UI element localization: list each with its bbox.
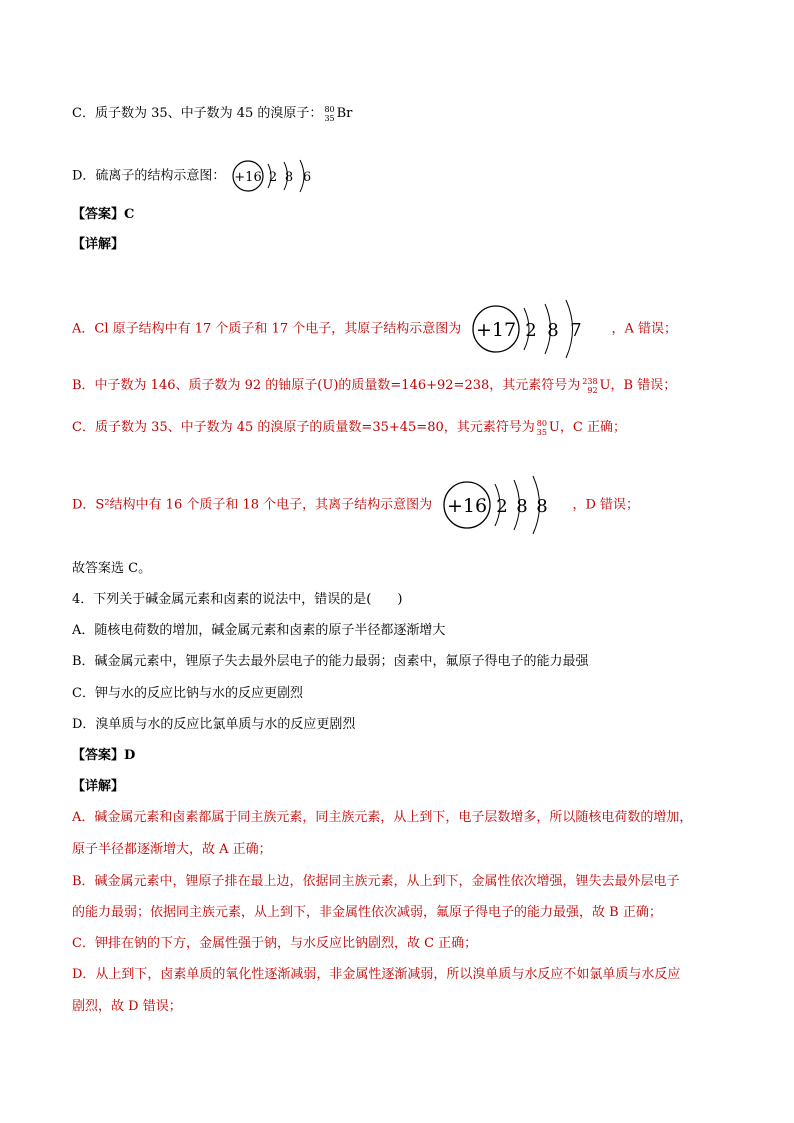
explanation-text: A．Cl 原子结构中有 17 个质子和 17 个电子，其原子结构示意图为 [72,321,462,337]
nucleus-charge: +16 [447,495,488,517]
shell-electrons: 2 [525,320,538,341]
q4-explanation-line [72,872,680,892]
sulfide-ion-diagram [230,156,320,196]
q4-explanation-line [72,903,662,923]
q4-explanation-line [72,840,272,860]
q3-explanation-b [72,376,676,396]
q4-explanation-line [72,965,680,985]
nuclide-numbers [537,419,547,437]
q3-explanation-a [72,294,677,364]
element-symbol: U [599,378,611,393]
q4-explanation-line [72,808,692,828]
shell-electrons: 8 [516,496,529,517]
q3-option-c [72,104,352,124]
explanation-text: 的能力最弱；依据同主族元素，从上到下，非金属性依次减弱，氟原子得电子的能力最强，故 B 正确； [72,905,662,920]
q3-conclusion [72,559,151,579]
q4-option-c [72,684,303,704]
q4-answer [72,746,135,766]
explanation-text: B．碱金属元素中，锂原子排在最上边，依据同主族元素，从上到下，金属性依次增强，锂失去最外层电子 [72,874,680,889]
explanation-text: ，C 正确； [559,420,626,435]
mass-number: 238 [582,376,598,386]
answer-text: 【答案】C [72,207,135,222]
option-text: C．质子数为 35、中子数为 45 的溴原子： [72,106,323,121]
shell-electrons: 7 [570,320,583,341]
option-text: C．钾与水的反应比钠与水的反应更剧烈 [72,686,303,701]
q4-option-d [72,715,355,735]
option-text: A．随核电荷数的增加，碱金属元素和卤素的原子半径都逐渐增大 [72,623,446,638]
explanation-text: ，D 错误； [572,497,639,513]
atomic-number: 35 [324,113,335,123]
q3-explanation-c [72,418,626,438]
option-text: B．碱金属元素中，锂原子失去最外层电子的能力最弱；卤素中，氟原子得电子的能力最强 [72,654,589,669]
element-symbol: Br [336,106,353,121]
shell-electrons: 8 [547,320,560,341]
explanation-text: ，B 错误； [610,378,677,393]
shell-electrons: 2 [496,496,509,517]
sulfide-ion-diagram [442,470,562,540]
option-text: D．硫离子的结构示意图： [72,168,226,184]
detail-heading: 【详解】 [72,237,125,252]
explanation-text: C．质子数为 35、中子数为 45 的溴原子的质量数=35+45=80，其元素符号为 [72,420,535,435]
conclusion-text: 故答案选 C。 [72,561,152,576]
nucleus-charge: +16 [233,170,262,185]
chlorine-atom-diagram [471,294,601,364]
q3-option-d [72,156,320,196]
question-stem: 4．下列关于碱金属元素和卤素的说法中，错误的是( ) [72,592,403,607]
explanation-text: C．钾排在钠的下方，金属性强于钠，与水反应比钠剧烈，故 C 正确； [72,936,478,951]
mass-number: 80 [324,104,335,114]
explanation-text: B．中子数为 146、质子数为 92 的铀原子(U)的质量数=146+92=238，其元素符号为 [72,378,581,393]
explanation-text: 原子半径都逐渐增大，故 A 正确； [72,842,272,857]
explanation-text: ，A 错误； [611,321,678,337]
explanation-text: 剧烈，故 D 错误； [72,999,182,1014]
q4-detail-heading [72,777,124,797]
q3-answer [72,205,134,225]
q4-option-b [72,652,589,672]
q4-explanation-line [72,997,182,1017]
detail-heading: 【详解】 [72,779,125,794]
shell-electrons: 8 [284,170,293,185]
shell-electrons: 8 [536,496,549,517]
explanation-text: D．S²结构中有 16 个质子和 18 个电子，其离子结构示意图为 [72,497,433,513]
atomic-number: 35 [536,427,547,437]
mass-number: 80 [536,418,547,428]
explanation-text: D．从上到下，卤素单质的氧化性逐渐减弱，非金属性逐渐减弱，所以溴单质与水反应不如氯单质与水反应 [72,967,681,982]
q3-detail-heading [72,235,124,255]
nucleus-charge: +17 [476,319,517,341]
option-text: D．溴单质与水的反应比氯单质与水的反应更剧烈 [72,717,356,732]
element-symbol: U [548,420,560,435]
q4-stem [72,590,402,610]
q3-explanation-d [72,470,639,540]
shell-electrons: 6 [302,170,311,185]
q4-option-a [72,621,445,641]
explanation-text: A．碱金属元素和卤素都属于同主族元素，同主族元素，从上到下，电子层数增多，所以随核电荷数的增加， [72,810,693,825]
q4-explanation-line [72,934,477,954]
answer-text: 【答案】D [72,748,136,763]
nuclide-numbers [324,105,334,123]
nuclide-numbers [582,377,597,395]
shell-electrons: 2 [268,170,277,185]
atomic-number: 92 [587,385,598,395]
